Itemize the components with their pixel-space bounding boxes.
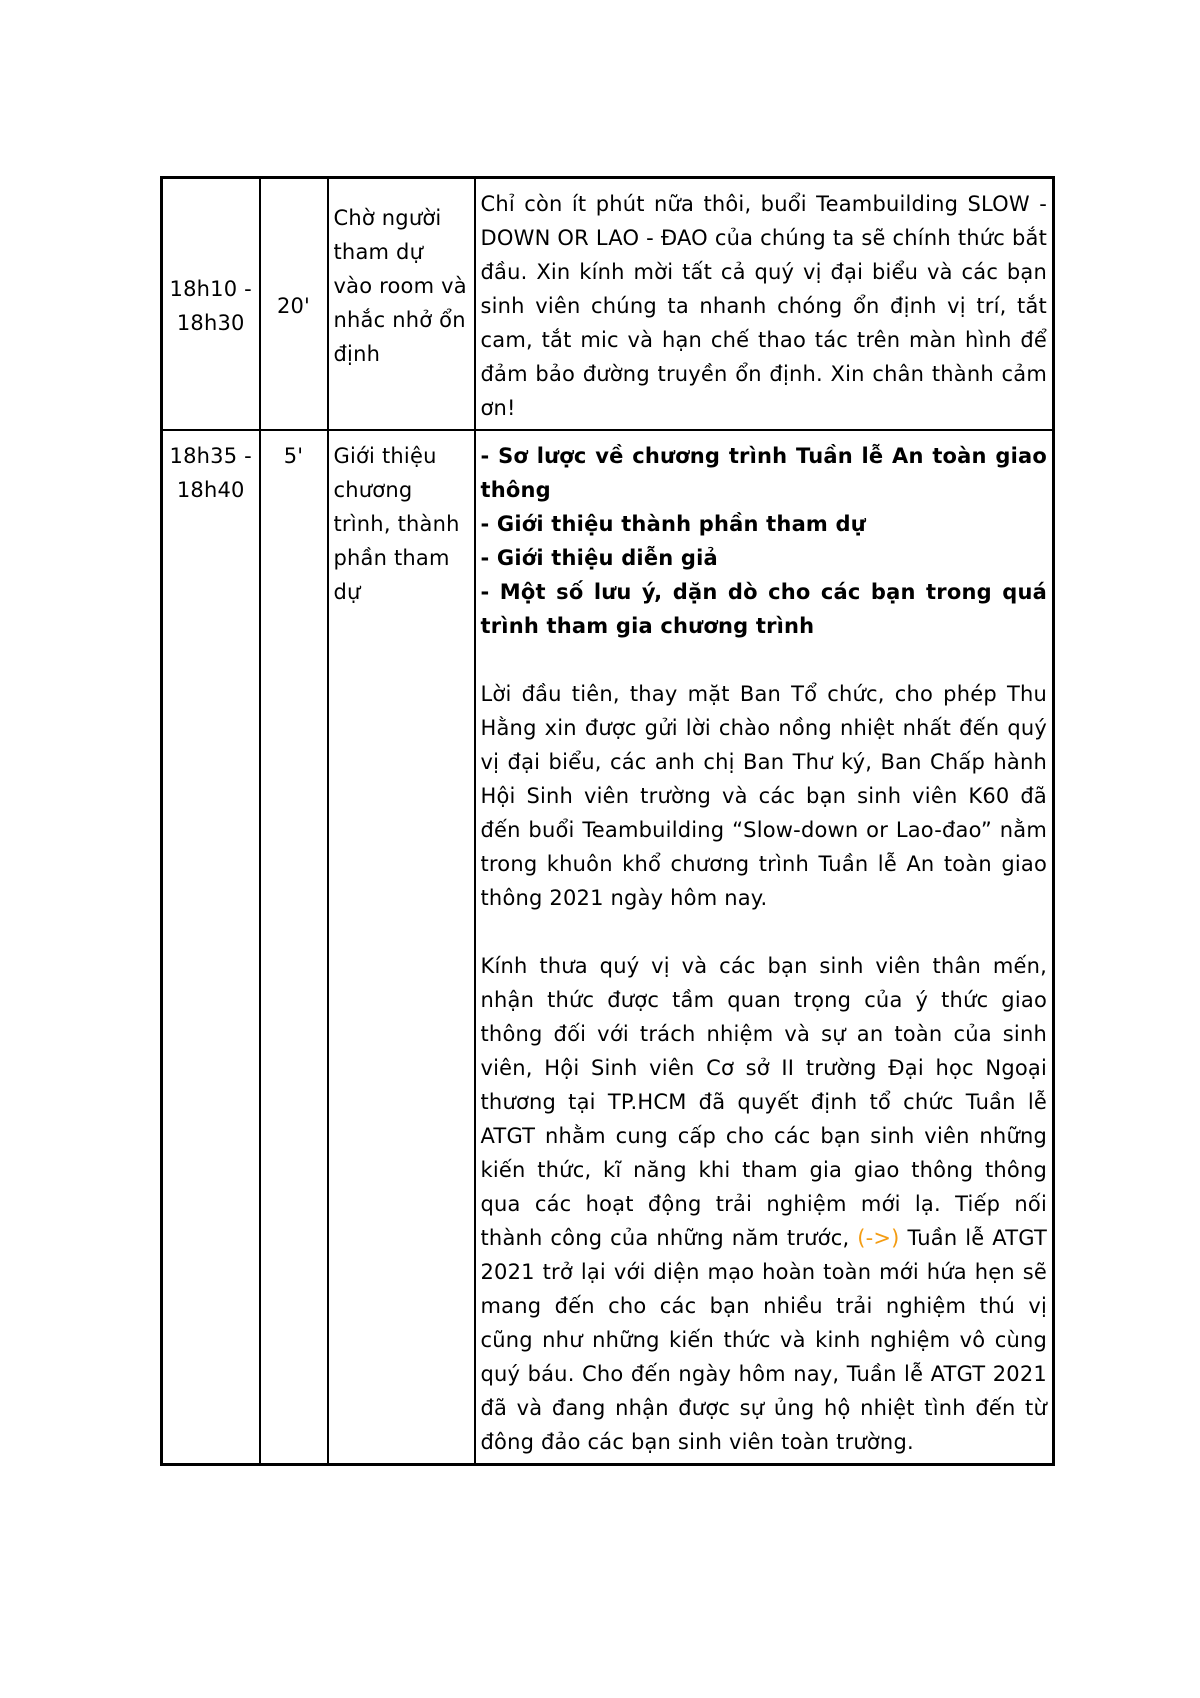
bold-list-item: - Giới thiệu thành phần tham dự [480, 512, 866, 536]
arrow-note-marker: (->) [857, 1226, 900, 1250]
paragraph-spacer [481, 915, 1048, 949]
bold-list-item: - Một số lưu ý, dặn dò cho các bạn trong quá trình tham gia chương trình [480, 580, 1047, 638]
paragraph-spacer [481, 643, 1048, 677]
script-paragraph: Chỉ còn ít phút nữa thôi, buổi Teambuilding SLOW - DOWN OR LAO - ĐAO của chúng ta sẽ chính thức bắt đầu. Xin kính mời tất cả quý vị đại biểu và các bạn sinh viên chúng ta nhanh chóng ổn định vị trí, tắt cam, tắt mic và hạn chế thao tác trên màn hình để đảm bảo đường truyền ổn định. Xin chân thành cảm ơn! [480, 192, 1047, 420]
paragraph-text: Tuần lễ ATGT 2021 trở lại với diện mạo hoàn toàn mới hứa hẹn sẽ mang đến cho các bạn nhiều trải nghiệm thú vị cũng như những kiến thức và kinh nghiệm vô cùng quý báu. Cho đến ngày hôm nay, Tuần lễ ATGT 2021 đã và đang nhận được sự ủng hộ nhiệt tình đến từ đông đảo các bạn sinh viên toàn trường. [480, 1226, 1047, 1454]
script-cell [475, 430, 1054, 1465]
time-cell: 18h10 - 18h30 [162, 178, 260, 431]
table-row [162, 430, 1054, 1465]
script-cell [475, 178, 1054, 431]
schedule-table [160, 176, 1055, 1466]
bold-list-item: - Giới thiệu diễn giả [480, 546, 718, 570]
time-cell: 18h35 - 18h40 [162, 430, 260, 1465]
paragraph-text: Kính thưa quý vị và các bạn sinh viên thân mến, nhận thức được tầm quan trọng của ý thức giao thông đối với trách nhiệm và sự an toàn của sinh viên, Hội Sinh viên Cơ sở II trường Đại học Ngoại thương tại TP.HCM đã quyết định tổ chức Tuần lễ ATGT nhằm cung cấp cho các bạn sinh viên những kiến thức, kĩ năng khi tham gia giao thông thông qua các hoạt động trải nghiệm mới lạ. Tiếp nối thành công của những năm trước, [480, 954, 1047, 1250]
script-paragraph: Lời đầu tiên, thay mặt Ban Tổ chức, cho phép Thu Hằng xin được gửi lời chào nồng nhiệt nhất đến quý vị đại biểu, các anh chị Ban Thư ký, Ban Chấp hành Hội Sinh viên trường và các bạn sinh viên K60 đã đến buổi Teambuilding “Slow-down or Lao-đao” nằm trong khuôn khổ chương trình Tuần lễ An toàn giao thông 2021 ngày hôm nay. [480, 682, 1047, 910]
activity-cell: Giới thiệu chương trình, thành phần tham dự [328, 430, 475, 1465]
duration-cell: 20' [260, 178, 328, 431]
activity-cell: Chờ người tham dự vào room và nhắc nhở ổn định [328, 178, 475, 431]
duration-cell: 5' [260, 430, 328, 1465]
table-row [162, 178, 1054, 431]
script-paragraph [481, 949, 1048, 1459]
bold-list-item: - Sơ lược về chương trình Tuần lễ An toàn giao thông [480, 444, 1047, 502]
